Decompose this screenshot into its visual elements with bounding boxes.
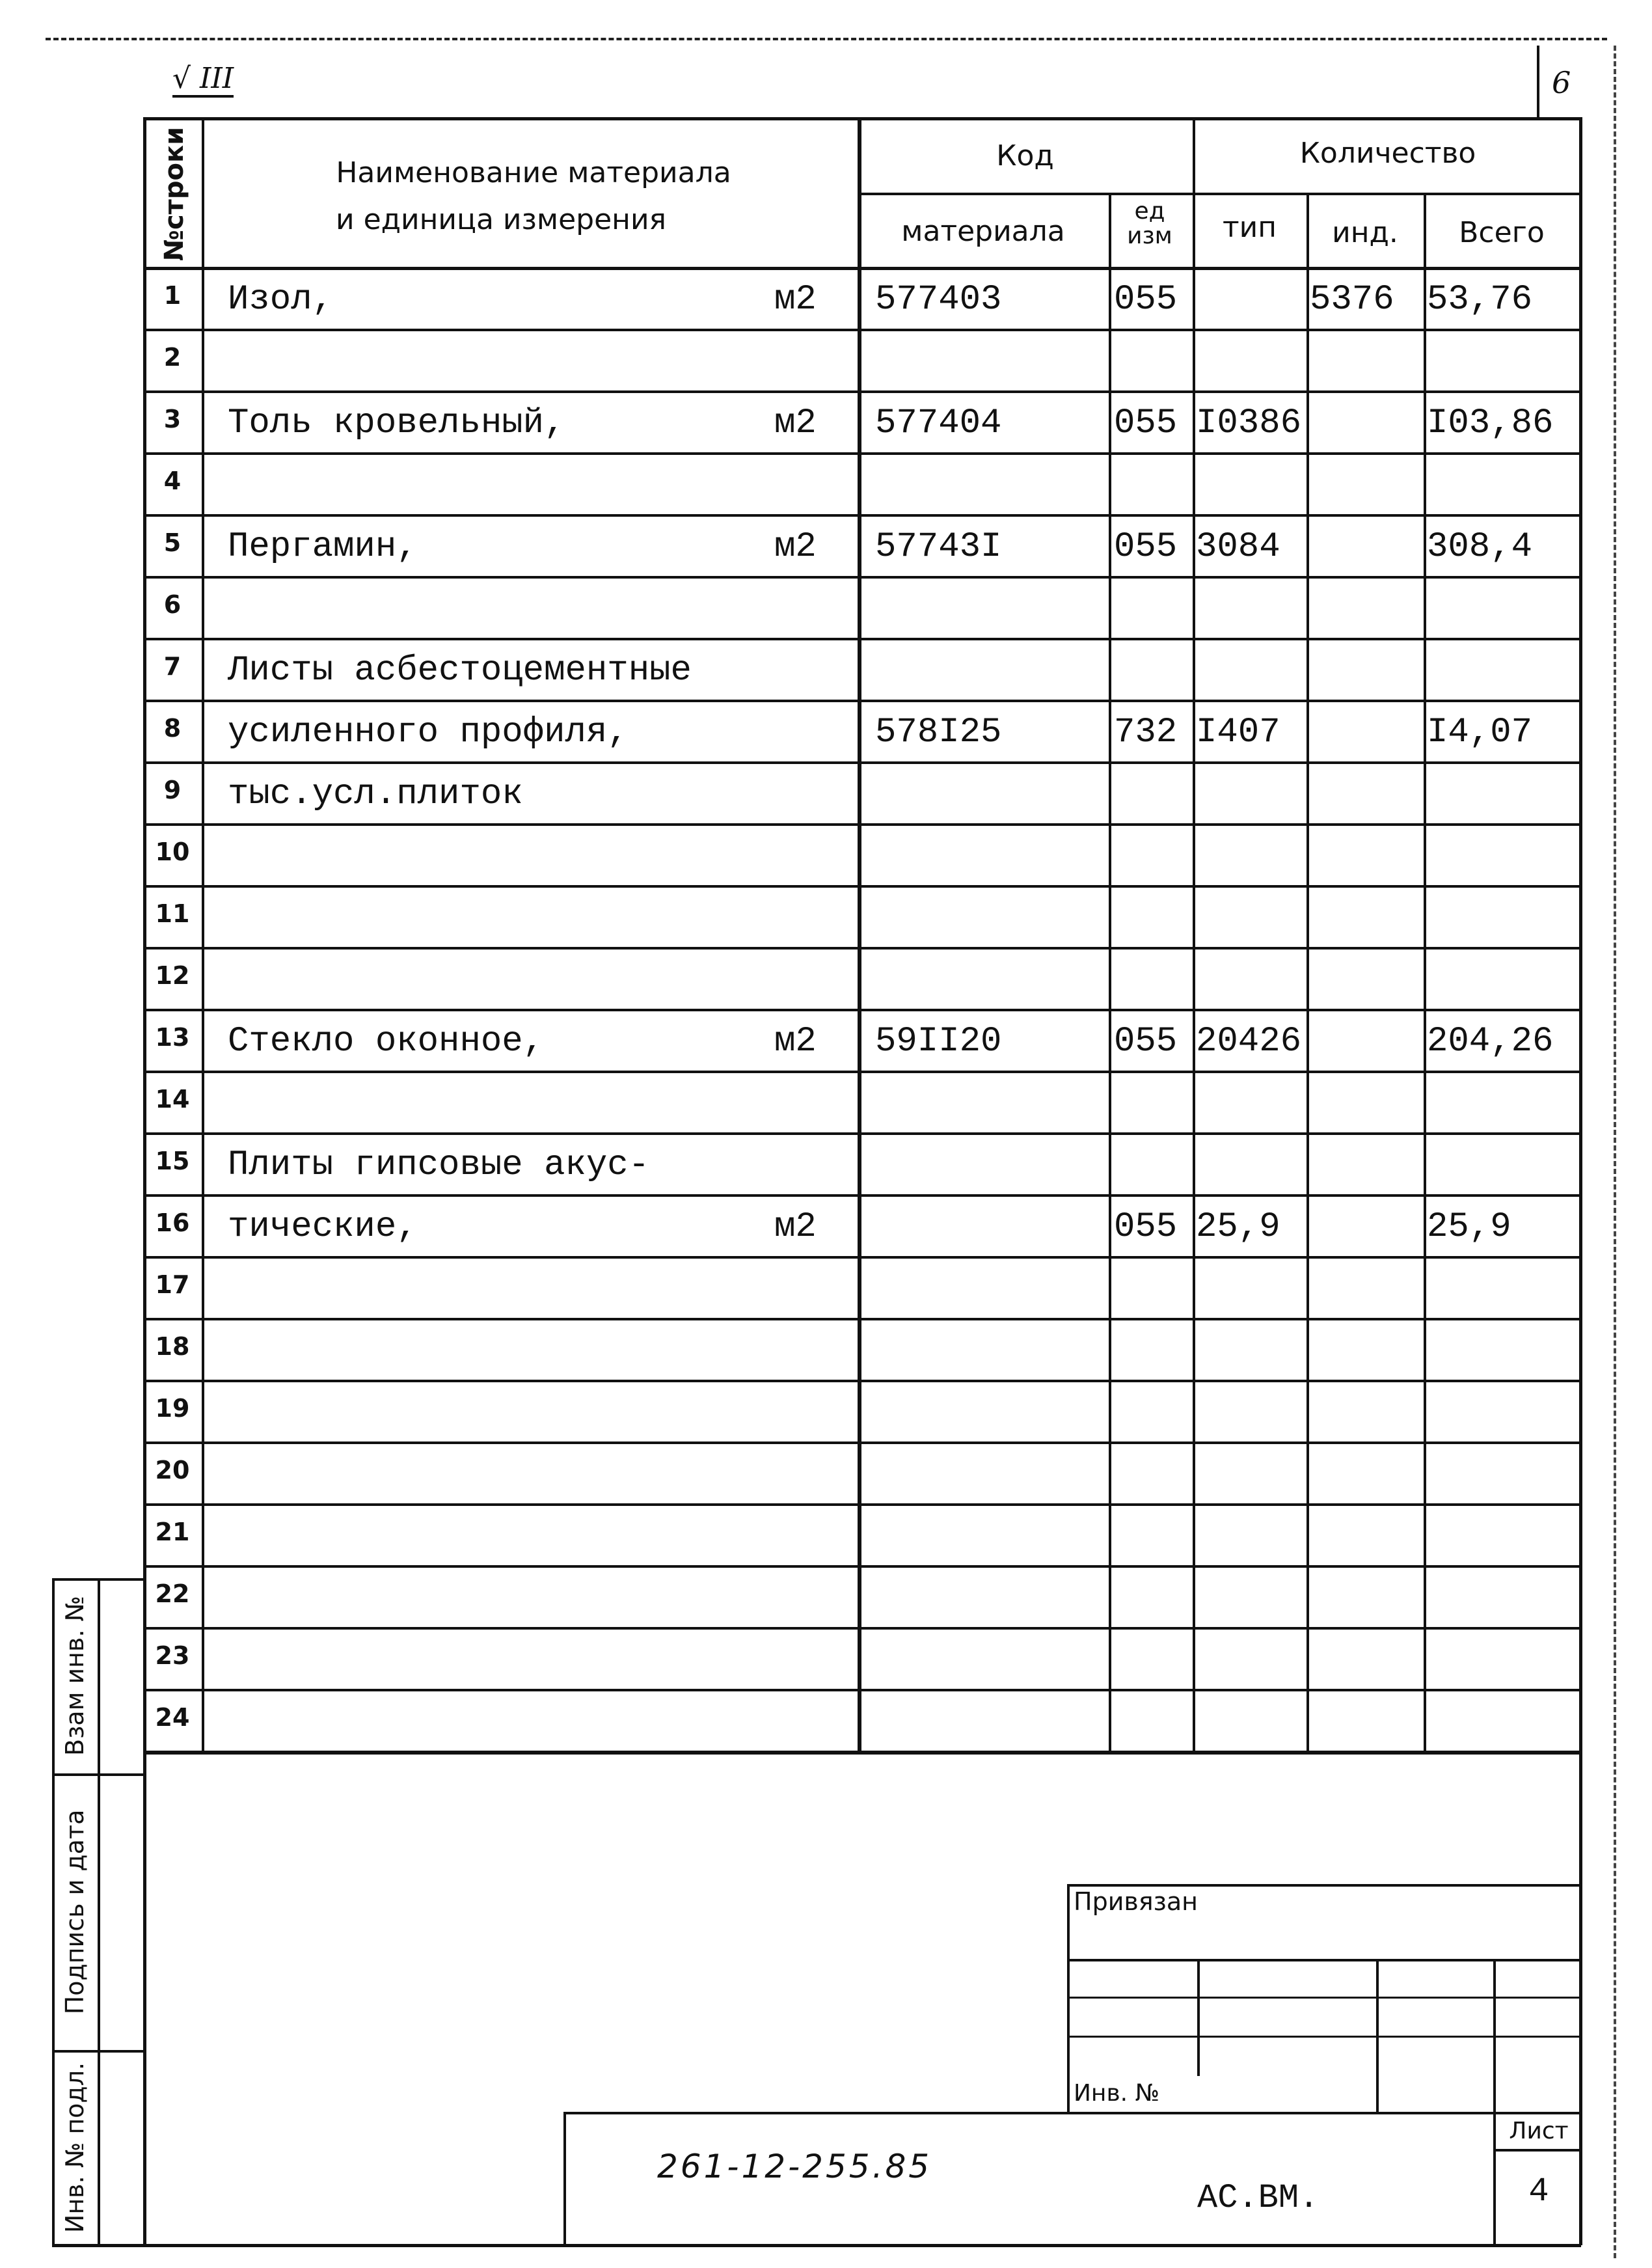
row-divider [143,1627,1582,1630]
inv-no-label: Инв. № [1074,2080,1160,2107]
header-quantity: Количество [1299,137,1476,170]
row-number: 17 [155,1270,190,1299]
material-code: 577404 [875,403,1002,443]
row-number: 20 [155,1456,190,1484]
row-divider [143,700,1582,702]
material-code: 57743I [875,527,1002,567]
row-number: 16 [155,1209,190,1237]
material-name: Листы асбестоцементные [228,651,692,690]
row-number: 13 [155,1023,190,1052]
page-number: 6 [1552,65,1571,100]
qty-total: I4,07 [1427,713,1533,752]
header-ind: инд. [1332,216,1398,249]
document-number: 261-12-255.85 [657,2148,932,2185]
document-code: АС.ВМ. [1197,2179,1320,2217]
header-type: тип [1223,211,1277,244]
row-number: 1 [163,281,182,310]
qty-type: 20426 [1196,1022,1302,1061]
row-divider [143,1689,1582,1691]
row-divider [143,1441,1582,1444]
row-number: 11 [155,899,190,928]
row-divider [143,1009,1582,1011]
row-divider [143,329,1582,331]
qty-type: 25,9 [1196,1207,1280,1247]
unit-code: 732 [1114,713,1178,752]
header-name-line1: Наименование материала [336,156,731,189]
material-code: 578I25 [875,713,1002,752]
header-unit: ед изм [1127,198,1172,249]
row-number: 22 [155,1579,190,1608]
column-line [1424,193,1426,1751]
unit-label: м2 [774,1207,817,1247]
row-divider [143,1565,1582,1568]
row-number: 18 [155,1332,190,1361]
material-code: 59II20 [875,1022,1002,1061]
row-divider [143,1194,1582,1197]
row-number: 4 [163,467,182,495]
header-material: материала [901,215,1065,248]
qty-ind: 5376 [1310,280,1394,320]
row-divider [143,1751,1582,1755]
header-row-number: №строки [159,126,189,262]
row-divider [143,638,1582,640]
material-name: Изол, [228,280,334,320]
unit-code: 055 [1114,403,1178,443]
qty-type: I407 [1196,713,1280,752]
row-divider [143,1256,1582,1259]
row-number: 5 [163,528,182,557]
unit-label: м2 [774,280,817,320]
privyazan-label: Привязан [1074,1887,1198,1916]
row-number: 2 [163,343,182,372]
material-name: Пергамин, [228,527,418,567]
row-divider [143,390,1582,393]
row-number: 9 [163,776,182,804]
unit-label: м2 [774,403,817,443]
row-divider [143,823,1582,826]
qty-total: 25,9 [1427,1207,1511,1247]
qty-type: I0386 [1196,403,1302,443]
row-number: 12 [155,961,190,990]
row-divider [143,885,1582,888]
unit-code: 055 [1114,527,1178,567]
row-number: 21 [155,1518,190,1546]
row-divider [143,576,1582,579]
unit-code: 055 [1114,280,1178,320]
row-divider [143,1318,1582,1320]
row-number: 15 [155,1147,190,1175]
column-line [1307,193,1309,1751]
row-number: 19 [155,1394,190,1423]
qty-total: 204,26 [1427,1022,1554,1061]
row-divider [143,1503,1582,1506]
qty-type: 3084 [1196,527,1280,567]
top-border-line [46,38,1607,40]
row-number: 6 [163,590,182,619]
material-name: Толь кровельный, [228,403,565,443]
stamp-vzam-inv: Взам инв. № [61,1596,89,1756]
header-total: Всего [1459,216,1545,249]
unit-label: м2 [774,1022,817,1061]
row-divider [143,1380,1582,1382]
stamp-podpis-data: Подпись и дата [61,1809,89,2015]
material-name: Стекло оконное, [228,1022,545,1061]
unit-code: 055 [1114,1022,1178,1061]
unit-label: м2 [774,527,817,567]
top-mark: √ III [172,62,234,98]
row-divider [143,761,1582,764]
row-divider [143,947,1582,950]
row-divider [143,1071,1582,1073]
sheet-label: Лист [1509,2118,1569,2144]
material-name: тические, [228,1207,418,1247]
column-line [1109,193,1111,1751]
row-number: 14 [155,1085,190,1114]
header-code: Код [996,139,1054,172]
row-number: 24 [155,1703,190,1732]
row-number: 23 [155,1641,190,1670]
qty-total: 308,4 [1427,527,1533,567]
header-name-line2: и единица измерения [335,203,667,236]
row-number: 8 [163,714,182,743]
right-border-line [1614,46,1616,2258]
stamp-inv-podl: Инв. № подл. [61,2062,89,2234]
material-name: усиленного профиля, [228,713,629,752]
row-divider [143,514,1582,517]
material-name: тыс.усл.плиток [228,774,523,814]
row-number: 7 [163,652,182,681]
sheet-number: 4 [1528,2172,1549,2211]
unit-code: 055 [1114,1207,1178,1247]
row-divider [143,1132,1582,1135]
material-code: 577403 [875,280,1002,320]
qty-total: I03,86 [1427,403,1554,443]
row-divider [143,452,1582,455]
qty-total: 53,76 [1427,280,1533,320]
row-number: 3 [163,405,182,433]
row-number: 10 [155,838,190,866]
material-name: Плиты гипсовые акус- [228,1145,650,1185]
